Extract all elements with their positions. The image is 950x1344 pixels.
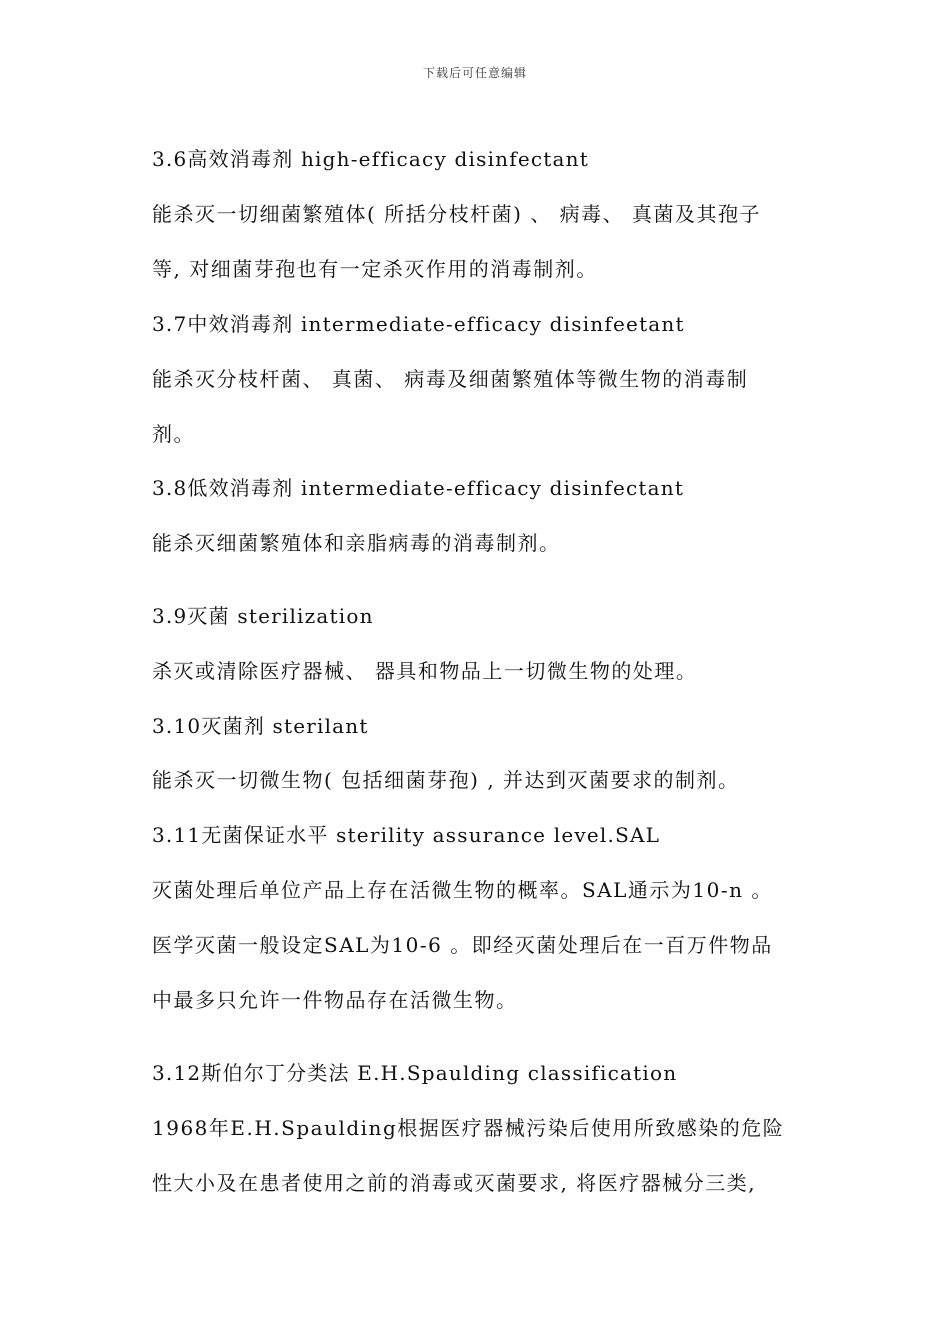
definition-line: 能杀灭细菌繁殖体和亲脂病毒的消毒制剂。 bbox=[152, 531, 561, 555]
definition-line: 中最多只允许一件物品存在活微生物。 bbox=[152, 988, 518, 1012]
term-heading-3-11: 3.11无菌保证水平 sterility assurance level.SAL bbox=[152, 823, 661, 847]
definition-line: 能杀灭一切微生物( 包括细菌芽孢) , 并达到灭菌要求的制剂。 bbox=[152, 768, 740, 792]
page-header: 下载后可任意编辑 bbox=[422, 66, 527, 80]
term-heading-3-12: 3.12斯伯尔丁分类法 E.H.Spaulding classification bbox=[152, 1061, 678, 1085]
definition-line: 剂。 bbox=[152, 422, 195, 446]
definition-line: 杀灭或清除医疗器械、 器具和物品上一切微生物的处理。 bbox=[152, 659, 698, 683]
term-heading-3-7: 3.7中效消毒剂 intermediate-efficacy disinfeetant bbox=[152, 312, 685, 336]
definition-line: 能杀灭分枝杆菌、 真菌、 病毒及细菌繁殖体等微生物的消毒制 bbox=[152, 367, 749, 391]
term-heading-3-8: 3.8低效消毒剂 intermediate-efficacy disinfectant bbox=[152, 476, 685, 500]
definition-line: 性大小及在患者使用之前的消毒或灭菌要求, 将医疗器械分三类, bbox=[152, 1171, 757, 1195]
term-heading-3-6: 3.6高效消毒剂 high-efficacy disinfectant bbox=[152, 147, 589, 171]
term-heading-3-9: 3.9灭菌 sterilization bbox=[152, 604, 374, 628]
definition-line: 能杀灭一切细菌繁殖体( 所括分枝杆菌) 、 病毒、 真菌及其孢子 bbox=[152, 202, 762, 226]
definition-line: 1968年E.H.Spaulding根据医疗器械污染后使用所致感染的危险 bbox=[152, 1116, 785, 1140]
definition-line: 医学灭菌一般设定SAL为10-6 。即经灭菌处理后在一百万件物品 bbox=[152, 933, 773, 957]
definition-line: 等, 对细菌芽孢也有一定杀灭作用的消毒制剂。 bbox=[152, 257, 598, 281]
definition-line: 灭菌处理后单位产品上存在活微生物的概率。SAL通示为10-n 。 bbox=[152, 878, 773, 902]
term-heading-3-10: 3.10灭菌剂 sterilant bbox=[152, 714, 369, 738]
